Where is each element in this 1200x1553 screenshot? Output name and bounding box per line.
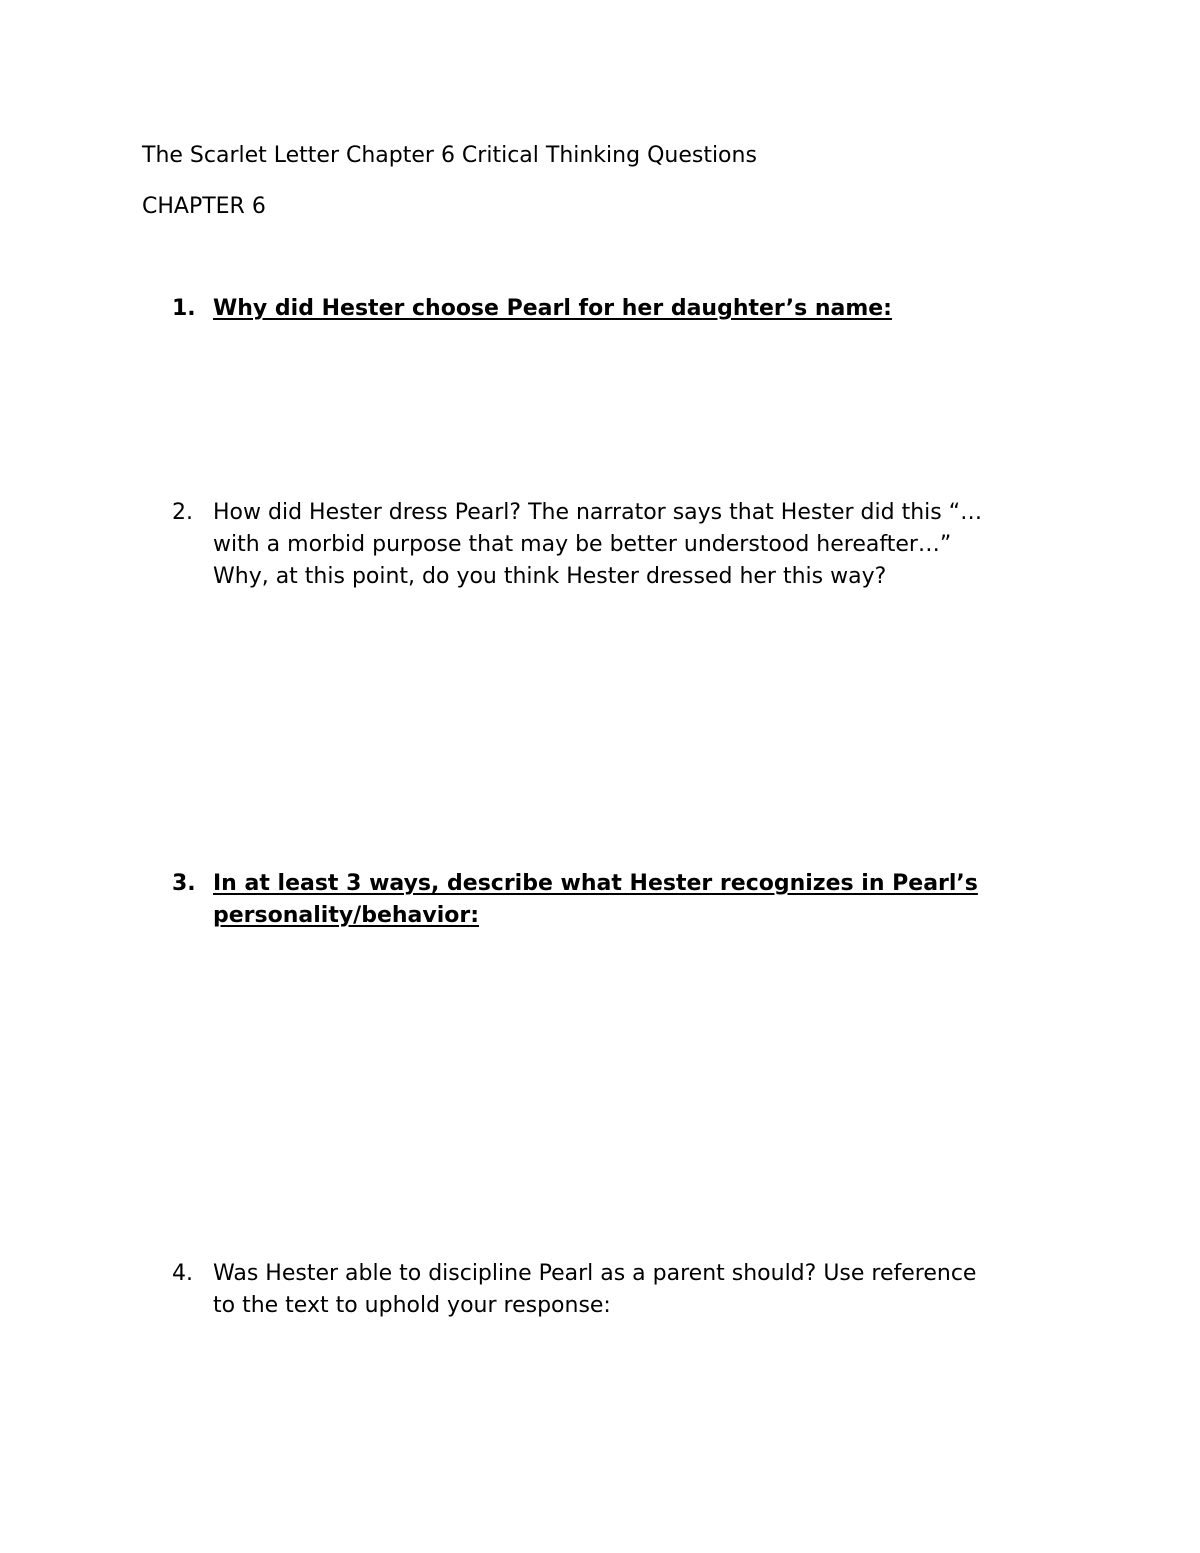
question-number: 1. xyxy=(172,296,196,321)
chapter-heading: CHAPTER 6 xyxy=(142,194,266,219)
question-number: 2. xyxy=(172,500,193,525)
question-text: Why did Hester choose Pearl for her daughter’s name: xyxy=(213,296,892,321)
question-3 xyxy=(172,868,1072,932)
question-number: 4. xyxy=(172,1261,193,1286)
question-text: How did Hester dress Pearl? The narrator says that Hester did this “… with a morbid purpose that may be better understood hereafter…” Why, at this point, do you think Hester dressed her this way? xyxy=(213,500,983,589)
question-4 xyxy=(172,1258,1072,1322)
question-text: Was Hester able to discipline Pearl as a parent should? Use reference to the text to uphold your response: xyxy=(213,1261,977,1318)
question-2 xyxy=(172,497,1072,593)
question-text: In at least 3 ways, describe what Hester recognizes in Pearl’s personality/behavior: xyxy=(213,871,978,928)
question-1 xyxy=(172,293,1072,325)
question-number: 3. xyxy=(172,871,196,896)
document-title: The Scarlet Letter Chapter 6 Critical Thinking Questions xyxy=(142,143,757,168)
